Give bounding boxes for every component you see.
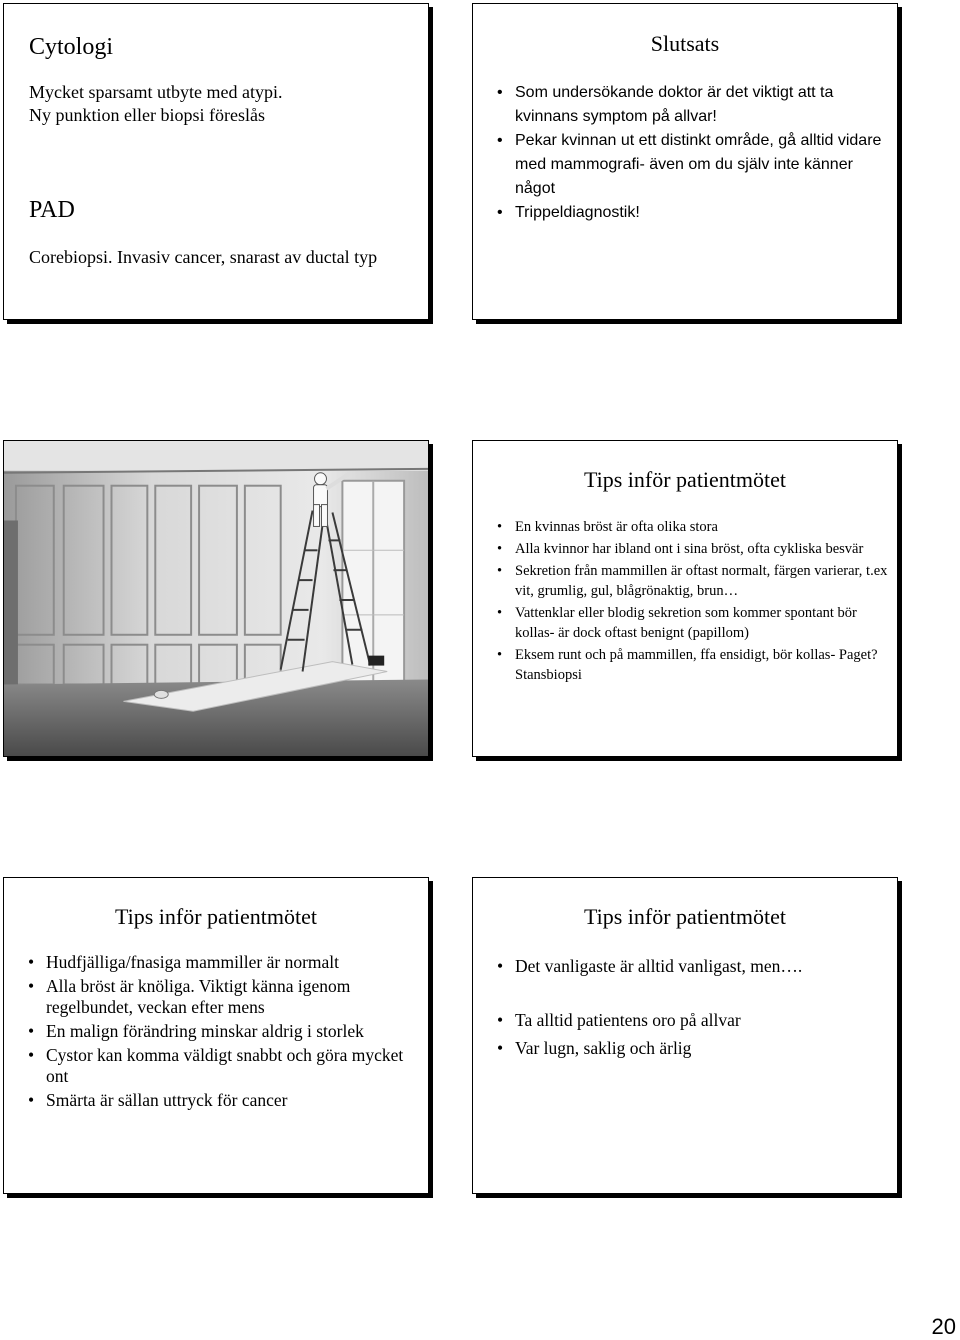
- slide-cytologi: [3, 3, 429, 320]
- bullet-icon: •: [497, 563, 503, 579]
- bullet-icon: •: [497, 519, 503, 535]
- list-item: • Hudfjälliga/fnasiga mammiller är normalt: [28, 952, 340, 972]
- bullet-list: [24, 952, 422, 1111]
- slide-photo: [3, 440, 429, 757]
- list-item: • En malign förändring minskar aldrig i storlek: [28, 1021, 364, 1041]
- slide-title: Tips inför patientmötet: [583, 467, 787, 492]
- list-item: • Eksem runt och på mammillen, ffa ensidigt, bör kollas- Paget? Stansbiopsi: [497, 647, 878, 683]
- photo-image: [4, 441, 428, 756]
- slide-tips-3: [472, 877, 898, 1194]
- slide-title: Tips inför patientmötet: [114, 904, 318, 929]
- bullet-icon: •: [497, 541, 503, 557]
- bullet-icon: •: [28, 1090, 35, 1110]
- bullet-list: [493, 954, 891, 1060]
- list-item: • Alla kvinnor har ibland ont i sina bröst, ofta cykliska besvär: [497, 541, 864, 557]
- bullet-icon: •: [28, 952, 35, 972]
- bullet-icon: •: [497, 647, 503, 663]
- bullet-icon: •: [497, 956, 504, 976]
- list-item: • Var lugn, saklig och ärlig: [497, 1038, 692, 1058]
- bullet-icon: •: [497, 1038, 504, 1058]
- list-item: • Sekretion från mammillen är oftast normalt, färgen varierar, t.ex vit, grumlig, gul, blågrönaktig, brun…: [497, 563, 888, 599]
- list-item: • Pekar kvinnan ut ett distinkt område, gå alltid vidare med mammografi- även om du själv inte känner något: [493, 129, 888, 201]
- bullet-icon: •: [28, 1021, 35, 1041]
- bullet-list: [493, 81, 888, 225]
- bullet-list: [493, 517, 891, 685]
- bullet-icon: •: [497, 132, 503, 149]
- list-item: • Som undersökande doktor är det viktigt att ta kvinnans symptom på allvar!: [493, 81, 888, 129]
- bullet-icon: •: [28, 976, 35, 996]
- slide-tips-1: [472, 440, 898, 757]
- slide-title: Cytologi: [29, 34, 114, 60]
- list-item: • Vattenklar eller blodig sekretion som kommer spontant bör kollas- är dock oftast benignt (papillom): [497, 605, 857, 641]
- slide-text: Corebiopsi. Invasiv cancer, snarast av ductal typ: [29, 247, 378, 267]
- bullet-icon: •: [497, 204, 503, 221]
- list-item: • Alla bröst är knöliga. Viktigt känna igenom regelbundet, veckan efter mens: [28, 976, 351, 1017]
- slide-subtitle: PAD: [29, 197, 75, 223]
- bullet-icon: •: [28, 1045, 35, 1065]
- slide-text: Ny punktion eller biopsi föreslås: [29, 105, 265, 125]
- slide-text: Mycket sparsamt utbyte med atypi.: [29, 82, 283, 102]
- page-number: 20: [931, 1314, 956, 1339]
- slide-title: Slutsats: [650, 31, 720, 56]
- list-item: • Smärta är sällan uttryck för cancer: [28, 1090, 288, 1110]
- slide-title: Tips inför patientmötet: [583, 904, 787, 929]
- bullet-icon: •: [497, 1010, 504, 1030]
- list-item: • Det vanligaste är alltid vanligast, men….: [497, 956, 803, 976]
- bullet-icon: •: [497, 84, 503, 101]
- list-item: • Trippeldiagnostik!: [493, 201, 888, 225]
- slide-slutsats: [472, 3, 898, 320]
- list-item: • En kvinnas bröst är ofta olika stora: [497, 519, 718, 535]
- slide-tips-2: [3, 877, 429, 1194]
- list-item: • Ta alltid patientens oro på allvar: [497, 1010, 741, 1030]
- list-item: • Cystor kan komma väldigt snabbt och göra mycket ont: [28, 1045, 404, 1086]
- bullet-icon: •: [497, 605, 503, 621]
